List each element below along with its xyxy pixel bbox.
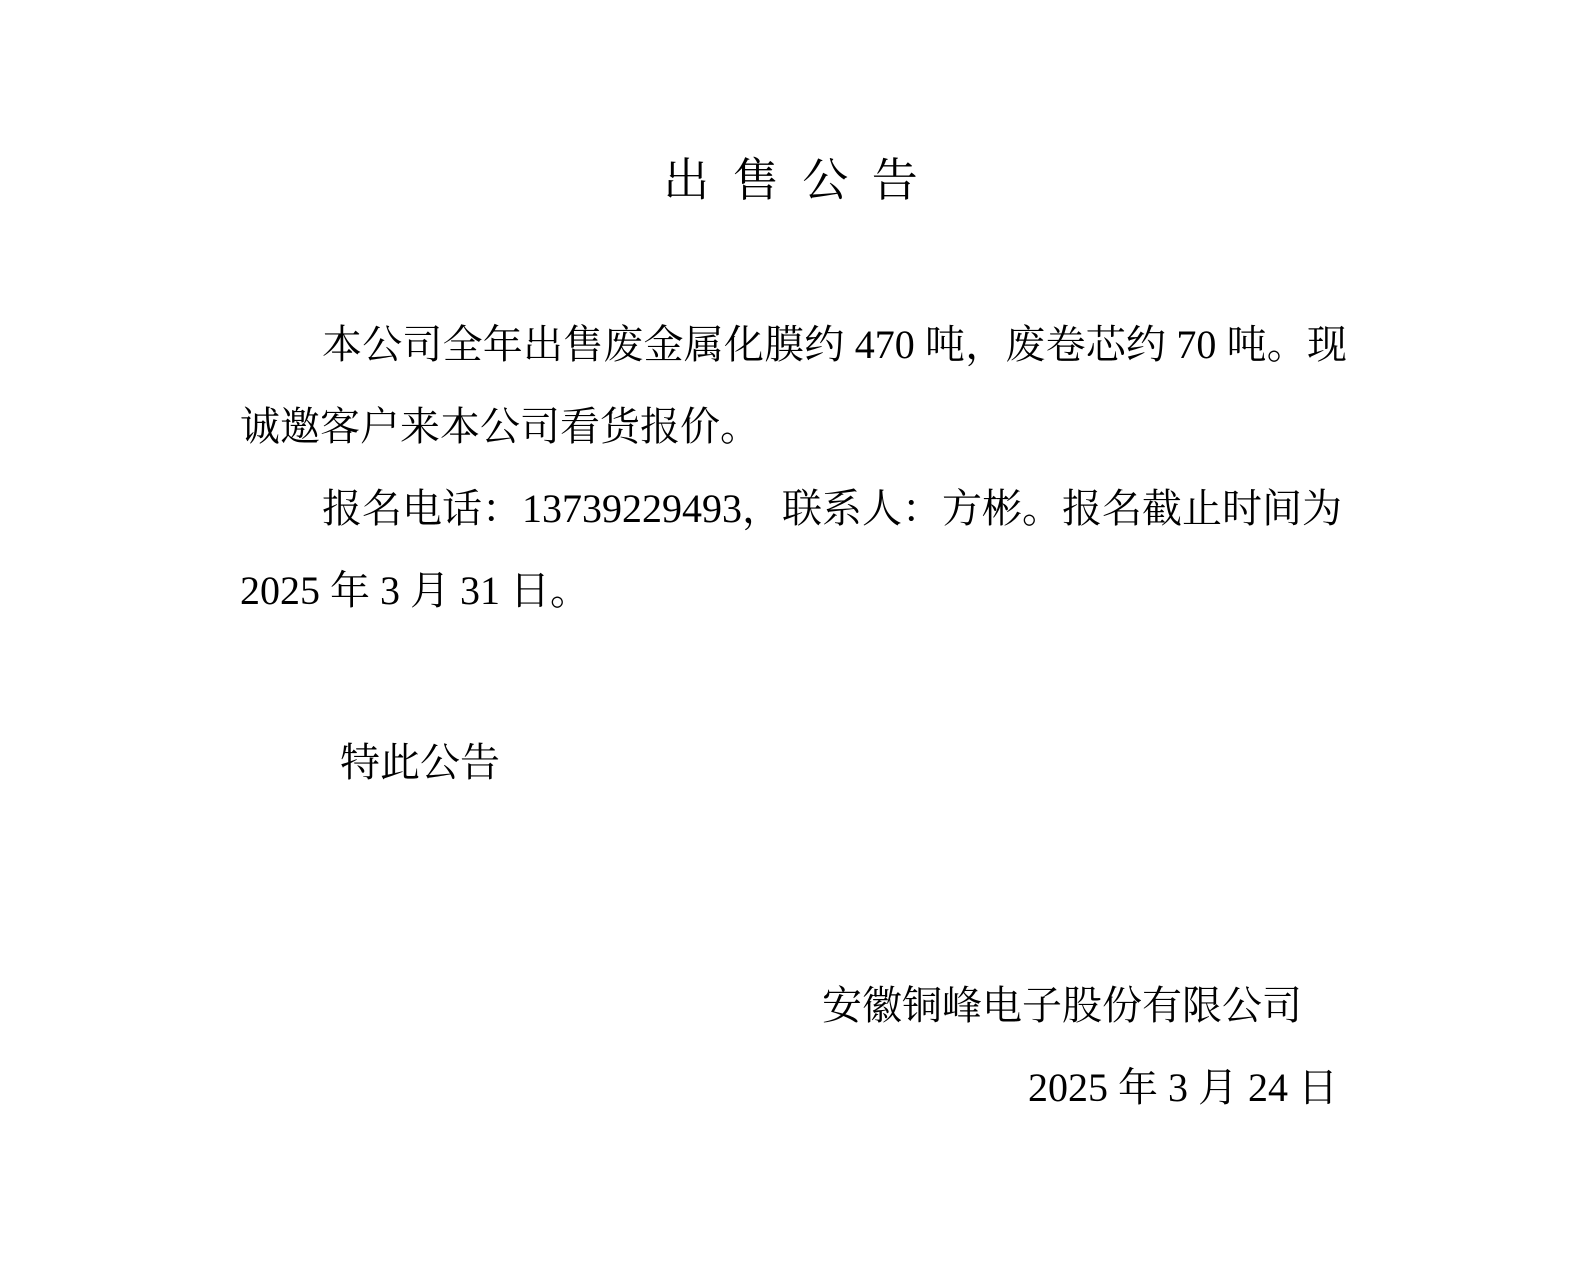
- page-title: 出 售 公 告: [663, 155, 924, 206]
- paragraph-2-line-2: 2025 年 3 月 31 日。: [240, 568, 590, 613]
- paragraph-1-line-1: 本公司全年出售废金属化膜约 470 吨，废卷芯约 70 吨。现: [322, 322, 1347, 367]
- paragraph-1-line-2: 诚邀客户来本公司看货报价。: [240, 404, 760, 449]
- signature-date: 2025 年 3 月 24 日: [1028, 1065, 1338, 1110]
- announcement-body: [240, 304, 1347, 632]
- signature-company: 安徽铜峰电子股份有限公司: [822, 983, 1302, 1028]
- closing-statement: 特此公告: [340, 740, 500, 785]
- paragraph-2-line-1: 报名电话：13739229493，联系人：方彬。报名截止时间为: [322, 486, 1342, 531]
